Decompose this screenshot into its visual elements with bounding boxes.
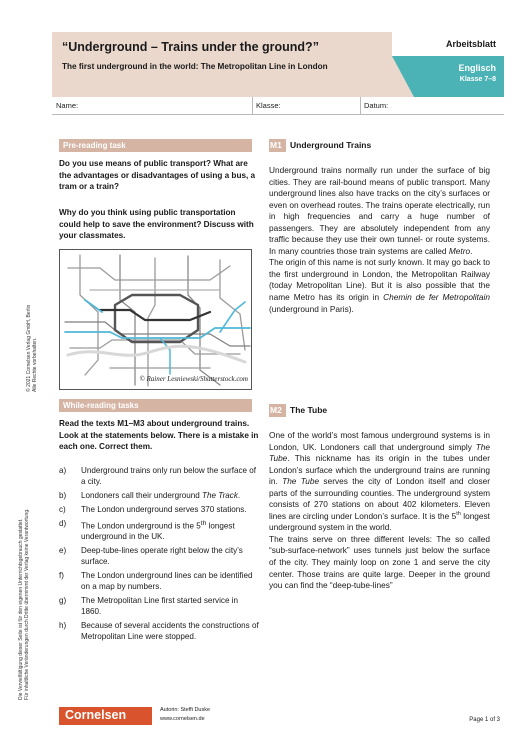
tube-map-illustration	[60, 250, 252, 390]
footer-author: Autorin: Steffi Duske	[160, 707, 211, 713]
underground-map-image	[59, 249, 252, 390]
statement-item: d) The London underground is the 5th longest underground in the UK.	[59, 518, 235, 542]
page-number: Page 1 of 3	[469, 717, 500, 723]
m2-paragraph-1: One of the world’s most famous underground systems is in London, UK. Londoners call that underground simply The Tube. This nickname has its origin in the tubes under London’s surface which the underground trains are running in. The Tube serves the city of London itself and closer parts of the surrounding counties. The underground system consists of 270 stations on about 402 kilometers. Eleven lines are circling under London’s surface. It is the 5th longest underground system in the world.	[269, 430, 490, 533]
statement-item: a) Underground trains only run below the surface of a city.	[59, 466, 257, 487]
pre-reading-question-2: Why do you think using public transportation could help to save the environment? Discuss with your classmates.	[59, 208, 254, 241]
m2-title: The Tube	[290, 405, 328, 415]
copyright-note: © 2021 Cornelsen Verlag GmbH, Berlin Alle Rechte vorbehalten.	[26, 304, 38, 392]
date-field[interactable]: Datum:	[364, 101, 389, 110]
statement-item: b) Londoners call their underground The Track.	[59, 491, 241, 500]
doc-type-label: Arbeitsblatt	[445, 39, 496, 49]
pre-reading-heading: Pre-reading task	[59, 139, 252, 152]
statement-item: c) The London underground serves 370 stations.	[59, 504, 247, 514]
cornelsen-logo: Cornelsen	[59, 707, 152, 725]
statement-item: g) The Metropolitan Line first started service in 1860.	[59, 596, 238, 617]
statement-item: e) Deep-tube-lines operate right below the city’s surface.	[59, 546, 243, 567]
statement-item: h) Because of several accidents the constructions of Metropolitan Line were stopped.	[59, 621, 259, 642]
m1-paragraph-1: Underground trains normally run under the surface of big cities. They are rail-bound means of public transport. Many underground lines also have tracks on the city’s surfaces or even on overhead routes. The trains operate electrically, run in high frequencies and carry a huge number of passengers. They are absolutely independent from any traffic because they use their own tunnel- or route systems. In many countries those train systems are called Metro.	[269, 165, 490, 256]
class-field[interactable]: Klasse:	[256, 101, 281, 110]
m1-tag: M1	[269, 139, 286, 152]
footer-website[interactable]: www.cornelsen.de	[160, 716, 205, 722]
page-title: “Underground – Trains under the ground?”	[62, 40, 319, 54]
statement-item: f) The London underground lines can be identified on a map by numbers.	[59, 571, 253, 592]
pre-reading-question-1: Do you use means of public transport? What are the advantages or disadvantages of using a bus, a tram or a train?	[59, 159, 256, 192]
m2-tag: M2	[269, 404, 286, 417]
m1-text	[269, 165, 490, 315]
while-reading-heading: While-reading tasks	[59, 399, 252, 412]
grade-label: Klasse 7–8	[459, 76, 496, 83]
statement-list	[59, 465, 259, 645]
while-reading-instruction: Read the texts M1–M3 about underground trains. Look at the statements below. There is a mistake in each one. Correct them.	[59, 419, 259, 452]
name-field[interactable]: Name:	[56, 101, 79, 110]
subject-label: Englisch	[458, 63, 496, 73]
m2-text	[269, 430, 490, 592]
legal-note: Die Vervielfältigung dieser Seite ist für den eigenen Unterrichtsgebrauch gestattet. Für inhaltliche Veränderungen durch Dritte übernimmt der Verlag keine Verantwortung.	[18, 508, 30, 700]
m1-paragraph-2: The origin of this name is not surly known. It may go back to the first underground in London, the Metropolitan Railway (today Metropolitan Line). But it is also possible that the name Metro has its origin in Chemin de fer Metropolitain (underground in Paris).	[269, 257, 490, 314]
map-credit: © Rainer Lesniewski/Shutterstock.com	[139, 375, 248, 383]
m2-paragraph-2: The trains serve on three different levels: The so called “sub-surface-network” uses tunnels just below the surface of the city. They mainly loop on zone 1 and serve the city center. Those trains are quite large. Deeper in the ground you can find the “deep-tube-lines”	[269, 533, 490, 591]
m1-title: Underground Trains	[290, 140, 372, 150]
page-subtitle: The first underground in the world: The Metropolitan Line in London	[62, 62, 328, 71]
